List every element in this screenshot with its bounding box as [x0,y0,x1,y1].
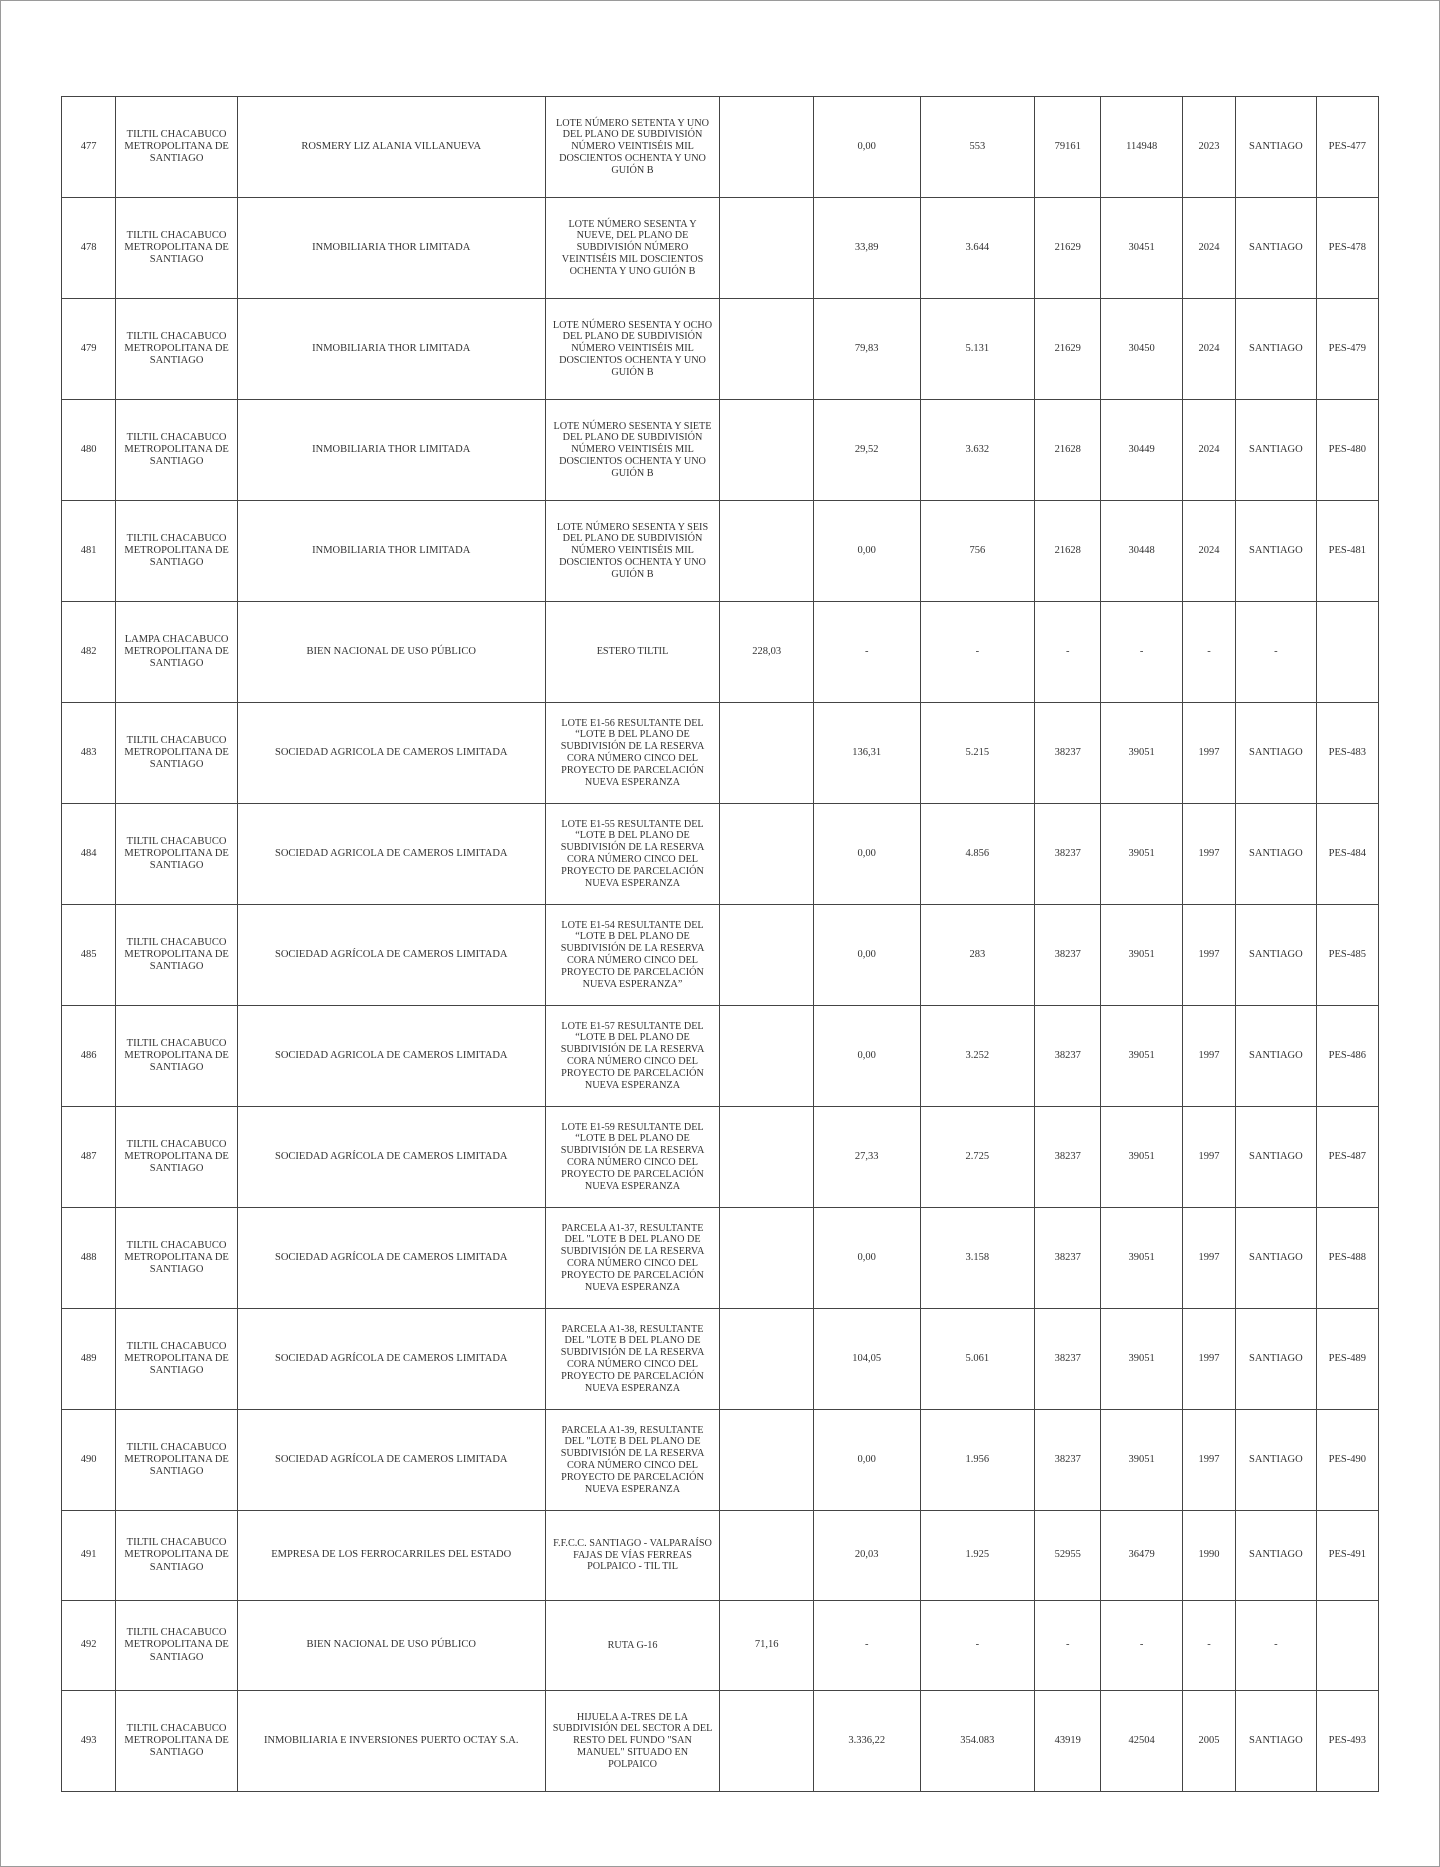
owner-cell: SOCIEDAD AGRÍCOLA DE CAMEROS LIMITADA [237,1410,545,1511]
description-cell: LOTE NÚMERO SESENTA Y SIETE DEL PLANO DE SUBDIVISIÓN NÚMERO VEINTISÉIS MIL DOSCIENTOS OCHENTA Y UNO GUIÓN B [545,400,720,501]
registry-office-cell: SANTIAGO [1236,905,1316,1006]
lot-area-cell: 1.925 [920,1511,1035,1601]
public-use-area-cell [720,501,813,602]
row-number-cell: 483 [62,703,116,804]
commune-cell: TILTIL CHACABUCO METROPOLITANA DE SANTIAGO [116,1006,238,1107]
year-cell: 1997 [1182,905,1235,1006]
registry-office-cell: SANTIAGO [1236,703,1316,804]
lot-code-cell: PES-478 [1316,198,1378,299]
fojas-cell: 38237 [1035,1006,1101,1107]
commune-cell: TILTIL CHACABUCO METROPOLITANA DE SANTIAGO [116,905,238,1006]
row-number-cell: 482 [62,602,116,703]
owner-cell: SOCIEDAD AGRÍCOLA DE CAMEROS LIMITADA [237,1107,545,1208]
description-cell: LOTE NÚMERO SESENTA Y NUEVE, DEL PLANO DE SUBDIVISIÓN NÚMERO VEINTISÉIS MIL DOSCIENTOS OCHENTA Y UNO GUIÓN B [545,198,720,299]
description-cell: LOTE E1-54 RESULTANTE DEL “LOTE B DEL PLANO DE SUBDIVISIÓN DE LA RESERVA CORA NÚMERO CINCO DEL PROYECTO DE PARCELACIÓN NUEVA ESPERANZA” [545,905,720,1006]
lot-code-cell: PES-479 [1316,299,1378,400]
description-cell: LOTE NÚMERO SESENTA Y SEIS DEL PLANO DE SUBDIVISIÓN NÚMERO VEINTISÉIS MIL DOSCIENTOS OCHENTA Y UNO GUIÓN B [545,501,720,602]
lot-area-cell: 3.644 [920,198,1035,299]
lot-code-cell: PES-487 [1316,1107,1378,1208]
lot-area-cell: 756 [920,501,1035,602]
lot-area-cell: 553 [920,97,1035,198]
lot-area-cell: 5.061 [920,1309,1035,1410]
year-cell: 1997 [1182,1410,1235,1511]
public-use-area-cell [720,703,813,804]
registry-office-cell: SANTIAGO [1236,1691,1316,1792]
public-use-area-cell [720,1208,813,1309]
public-use-area-cell [720,1410,813,1511]
registry-office-cell: SANTIAGO [1236,804,1316,905]
year-cell: 2024 [1182,299,1235,400]
registry-number-cell: - [1101,602,1182,703]
fojas-cell: 21629 [1035,299,1101,400]
fojas-cell: 79161 [1035,97,1101,198]
affected-area-cell: 104,05 [813,1309,920,1410]
owner-cell: INMOBILIARIA E INVERSIONES PUERTO OCTAY S.A. [237,1691,545,1792]
description-cell: LOTE NÚMERO SESENTA Y OCHO DEL PLANO DE SUBDIVISIÓN NÚMERO VEINTISÉIS MIL DOSCIENTOS OCHENTA Y UNO GUIÓN B [545,299,720,400]
fojas-cell: 38237 [1035,703,1101,804]
description-cell: LOTE E1-57 RESULTANTE DEL “LOTE B DEL PLANO DE SUBDIVISIÓN DE LA RESERVA CORA NÚMERO CINCO DEL PROYECTO DE PARCELACIÓN NUEVA ESPERANZA [545,1006,720,1107]
lot-area-cell: 3.632 [920,400,1035,501]
affected-area-cell: 0,00 [813,804,920,905]
registry-number-cell: 39051 [1101,703,1182,804]
affected-area-cell: 0,00 [813,1006,920,1107]
owner-cell: EMPRESA DE LOS FERROCARRILES DEL ESTADO [237,1511,545,1601]
row-number-cell: 478 [62,198,116,299]
owner-cell: INMOBILIARIA THOR LIMITADA [237,501,545,602]
description-cell: ESTERO TILTIL [545,602,720,703]
year-cell: 1997 [1182,703,1235,804]
description-cell: LOTE NÚMERO SETENTA Y UNO DEL PLANO DE SUBDIVISIÓN NÚMERO VEINTISÉIS MIL DOSCIENTOS OCHENTA Y UNO GUIÓN B [545,97,720,198]
registry-office-cell: SANTIAGO [1236,299,1316,400]
affected-area-cell: 29,52 [813,400,920,501]
owner-cell: INMOBILIARIA THOR LIMITADA [237,299,545,400]
fojas-cell: 52955 [1035,1511,1101,1601]
registry-office-cell: SANTIAGO [1236,501,1316,602]
affected-area-cell: 33,89 [813,198,920,299]
registry-number-cell: 30448 [1101,501,1182,602]
affected-area-cell: 3.336,22 [813,1691,920,1792]
affected-area-cell: 136,31 [813,703,920,804]
description-cell: LOTE E1-56 RESULTANTE DEL “LOTE B DEL PLANO DE SUBDIVISIÓN DE LA RESERVA CORA NÚMERO CINCO DEL PROYECTO DE PARCELACIÓN NUEVA ESPERANZA [545,703,720,804]
lot-area-cell: 5.131 [920,299,1035,400]
table-row [62,299,1379,400]
fojas-cell: - [1035,602,1101,703]
row-number-cell: 477 [62,97,116,198]
lot-area-cell: 3.158 [920,1208,1035,1309]
table-row [62,1410,1379,1511]
public-use-area-cell [720,905,813,1006]
lot-area-cell: - [920,1601,1035,1691]
registry-office-cell: - [1236,1601,1316,1691]
fojas-cell: 38237 [1035,1410,1101,1511]
owner-cell: SOCIEDAD AGRÍCOLA DE CAMEROS LIMITADA [237,1309,545,1410]
owner-cell: SOCIEDAD AGRICOLA DE CAMEROS LIMITADA [237,804,545,905]
lot-code-cell: PES-483 [1316,703,1378,804]
year-cell: 2005 [1182,1691,1235,1792]
lot-area-cell: 283 [920,905,1035,1006]
commune-cell: TILTIL CHACABUCO METROPOLITANA DE SANTIAGO [116,1691,238,1792]
lot-area-cell: 4.856 [920,804,1035,905]
lot-code-cell: PES-489 [1316,1309,1378,1410]
table-row [62,602,1379,703]
registry-office-cell: SANTIAGO [1236,1410,1316,1511]
commune-cell: TILTIL CHACABUCO METROPOLITANA DE SANTIAGO [116,1107,238,1208]
registry-office-cell: - [1236,602,1316,703]
commune-cell: TILTIL CHACABUCO METROPOLITANA DE SANTIAGO [116,703,238,804]
registry-number-cell: 39051 [1101,1107,1182,1208]
affected-area-cell: 79,83 [813,299,920,400]
year-cell: 1990 [1182,1511,1235,1601]
table-row [62,501,1379,602]
registry-number-cell: 30449 [1101,400,1182,501]
affected-area-cell: 0,00 [813,905,920,1006]
table-row [62,400,1379,501]
row-number-cell: 480 [62,400,116,501]
registry-number-cell: 30451 [1101,198,1182,299]
commune-cell: TILTIL CHACABUCO METROPOLITANA DE SANTIAGO [116,1511,238,1601]
year-cell: 1997 [1182,1208,1235,1309]
fojas-cell: 38237 [1035,905,1101,1006]
registry-office-cell: SANTIAGO [1236,1107,1316,1208]
registry-office-cell: SANTIAGO [1236,1309,1316,1410]
lot-code-cell: PES-488 [1316,1208,1378,1309]
table-row [62,1601,1379,1691]
affected-area-cell: 0,00 [813,97,920,198]
property-register-table [61,96,1379,1792]
fojas-cell: 21628 [1035,400,1101,501]
lot-code-cell: PES-477 [1316,97,1378,198]
row-number-cell: 492 [62,1601,116,1691]
table-row [62,1208,1379,1309]
commune-cell: TILTIL CHACABUCO METROPOLITANA DE SANTIAGO [116,97,238,198]
affected-area-cell: - [813,1601,920,1691]
table-row [62,1006,1379,1107]
owner-cell: SOCIEDAD AGRÍCOLA DE CAMEROS LIMITADA [237,1208,545,1309]
description-cell: F.F.C.C. SANTIAGO - VALPARAÍSO FAJAS DE VÍAS FERREAS POLPAICO - TIL TIL [545,1511,720,1601]
registry-number-cell: 39051 [1101,1208,1182,1309]
owner-cell: INMOBILIARIA THOR LIMITADA [237,198,545,299]
public-use-area-cell: 228,03 [720,602,813,703]
affected-area-cell: - [813,602,920,703]
commune-cell: TILTIL CHACABUCO METROPOLITANA DE SANTIAGO [116,501,238,602]
table-row [62,1511,1379,1601]
year-cell: 1997 [1182,1006,1235,1107]
table-row [62,905,1379,1006]
registry-number-cell: - [1101,1601,1182,1691]
lot-code-cell: PES-486 [1316,1006,1378,1107]
year-cell: 2024 [1182,400,1235,501]
year-cell: - [1182,602,1235,703]
fojas-cell: 38237 [1035,1309,1101,1410]
public-use-area-cell [720,804,813,905]
public-use-area-cell [720,1107,813,1208]
affected-area-cell: 20,03 [813,1511,920,1601]
description-cell: PARCELA A1-39, RESULTANTE DEL "LOTE B DEL PLANO DE SUBDIVISIÓN DE LA RESERVA CORA NÚMERO CINCO DEL PROYECTO DE PARCELACIÓN NUEVA ESPERANZA [545,1410,720,1511]
commune-cell: TILTIL CHACABUCO METROPOLITANA DE SANTIAGO [116,400,238,501]
commune-cell: TILTIL CHACABUCO METROPOLITANA DE SANTIAGO [116,1309,238,1410]
lot-area-cell: 2.725 [920,1107,1035,1208]
description-cell: RUTA G-16 [545,1601,720,1691]
row-number-cell: 484 [62,804,116,905]
owner-cell: BIEN NACIONAL DE USO PÚBLICO [237,1601,545,1691]
description-cell: PARCELA A1-37, RESULTANTE DEL "LOTE B DEL PLANO DE SUBDIVISIÓN DE LA RESERVA CORA NÚMERO CINCO DEL PROYECTO DE PARCELACIÓN NUEVA ESPERANZA [545,1208,720,1309]
owner-cell: ROSMERY LIZ ALANIA VILLANUEVA [237,97,545,198]
year-cell: - [1182,1601,1235,1691]
registry-number-cell: 39051 [1101,1006,1182,1107]
row-number-cell: 493 [62,1691,116,1792]
lot-area-cell: 3.252 [920,1006,1035,1107]
row-number-cell: 491 [62,1511,116,1601]
public-use-area-cell [720,198,813,299]
public-use-area-cell [720,299,813,400]
fojas-cell: 38237 [1035,1107,1101,1208]
registry-number-cell: 39051 [1101,1309,1182,1410]
public-use-area-cell [720,97,813,198]
registry-number-cell: 36479 [1101,1511,1182,1601]
lot-code-cell [1316,1601,1378,1691]
owner-cell: SOCIEDAD AGRICOLA DE CAMEROS LIMITADA [237,703,545,804]
registry-office-cell: SANTIAGO [1236,1208,1316,1309]
commune-cell: TILTIL CHACABUCO METROPOLITANA DE SANTIAGO [116,1410,238,1511]
registry-number-cell: 114948 [1101,97,1182,198]
year-cell: 2023 [1182,97,1235,198]
fojas-cell: 21629 [1035,198,1101,299]
commune-cell: TILTIL CHACABUCO METROPOLITANA DE SANTIAGO [116,1208,238,1309]
lot-code-cell: PES-485 [1316,905,1378,1006]
description-cell: LOTE E1-59 RESULTANTE DEL “LOTE B DEL PLANO DE SUBDIVISIÓN DE LA RESERVA CORA NÚMERO CINCO DEL PROYECTO DE PARCELACIÓN NUEVA ESPERANZA [545,1107,720,1208]
fojas-cell: 38237 [1035,804,1101,905]
registry-number-cell: 30450 [1101,299,1182,400]
fojas-cell: 21628 [1035,501,1101,602]
public-use-area-cell [720,1006,813,1107]
commune-cell: TILTIL CHACABUCO METROPOLITANA DE SANTIAGO [116,1601,238,1691]
description-cell: HIJUELA A-TRES DE LA SUBDIVISIÓN DEL SECTOR A DEL RESTO DEL FUNDO "SAN MANUEL" SITUADO EN POLPAICO [545,1691,720,1792]
table-row [62,97,1379,198]
owner-cell: SOCIEDAD AGRICOLA DE CAMEROS LIMITADA [237,1006,545,1107]
public-use-area-cell [720,1691,813,1792]
public-use-area-cell [720,400,813,501]
row-number-cell: 486 [62,1006,116,1107]
lot-area-cell: - [920,602,1035,703]
fojas-cell: 43919 [1035,1691,1101,1792]
affected-area-cell: 0,00 [813,1410,920,1511]
registry-office-cell: SANTIAGO [1236,198,1316,299]
registry-number-cell: 39051 [1101,804,1182,905]
row-number-cell: 488 [62,1208,116,1309]
commune-cell: LAMPA CHACABUCO METROPOLITANA DE SANTIAGO [116,602,238,703]
year-cell: 1997 [1182,1107,1235,1208]
owner-cell: BIEN NACIONAL DE USO PÚBLICO [237,602,545,703]
year-cell: 2024 [1182,198,1235,299]
table-row [62,1107,1379,1208]
lot-code-cell: PES-480 [1316,400,1378,501]
registry-office-cell: SANTIAGO [1236,400,1316,501]
commune-cell: TILTIL CHACABUCO METROPOLITANA DE SANTIAGO [116,804,238,905]
registry-number-cell: 39051 [1101,1410,1182,1511]
commune-cell: TILTIL CHACABUCO METROPOLITANA DE SANTIAGO [116,299,238,400]
registry-number-cell: 39051 [1101,905,1182,1006]
lot-code-cell: PES-493 [1316,1691,1378,1792]
row-number-cell: 481 [62,501,116,602]
affected-area-cell: 0,00 [813,501,920,602]
row-number-cell: 487 [62,1107,116,1208]
lot-code-cell: PES-484 [1316,804,1378,905]
row-number-cell: 489 [62,1309,116,1410]
row-number-cell: 479 [62,299,116,400]
public-use-area-cell [720,1309,813,1410]
fojas-cell: - [1035,1601,1101,1691]
table-row [62,198,1379,299]
registry-office-cell: SANTIAGO [1236,1511,1316,1601]
commune-cell: TILTIL CHACABUCO METROPOLITANA DE SANTIAGO [116,198,238,299]
row-number-cell: 485 [62,905,116,1006]
affected-area-cell: 0,00 [813,1208,920,1309]
lot-area-cell: 354.083 [920,1691,1035,1792]
lot-code-cell [1316,602,1378,703]
lot-code-cell: PES-491 [1316,1511,1378,1601]
lot-area-cell: 1.956 [920,1410,1035,1511]
year-cell: 1997 [1182,1309,1235,1410]
table-row [62,1691,1379,1792]
lot-area-cell: 5.215 [920,703,1035,804]
description-cell: PARCELA A1-38, RESULTANTE DEL "LOTE B DEL PLANO DE SUBDIVISIÓN DE LA RESERVA CORA NÚMERO CINCO DEL PROYECTO DE PARCELACIÓN NUEVA ESPERANZA [545,1309,720,1410]
fojas-cell: 38237 [1035,1208,1101,1309]
registry-office-cell: SANTIAGO [1236,1006,1316,1107]
table-row [62,804,1379,905]
year-cell: 1997 [1182,804,1235,905]
lot-code-cell: PES-490 [1316,1410,1378,1511]
table-body [62,97,1379,1792]
row-number-cell: 490 [62,1410,116,1511]
owner-cell: SOCIEDAD AGRÍCOLA DE CAMEROS LIMITADA [237,905,545,1006]
registry-office-cell: SANTIAGO [1236,97,1316,198]
owner-cell: INMOBILIARIA THOR LIMITADA [237,400,545,501]
description-cell: LOTE E1-55 RESULTANTE DEL “LOTE B DEL PLANO DE SUBDIVISIÓN DE LA RESERVA CORA NÚMERO CINCO DEL PROYECTO DE PARCELACIÓN NUEVA ESPERANZA [545,804,720,905]
table-row [62,1309,1379,1410]
public-use-area-cell [720,1511,813,1601]
registry-number-cell: 42504 [1101,1691,1182,1792]
lot-code-cell: PES-481 [1316,501,1378,602]
affected-area-cell: 27,33 [813,1107,920,1208]
year-cell: 2024 [1182,501,1235,602]
table-row [62,703,1379,804]
public-use-area-cell: 71,16 [720,1601,813,1691]
